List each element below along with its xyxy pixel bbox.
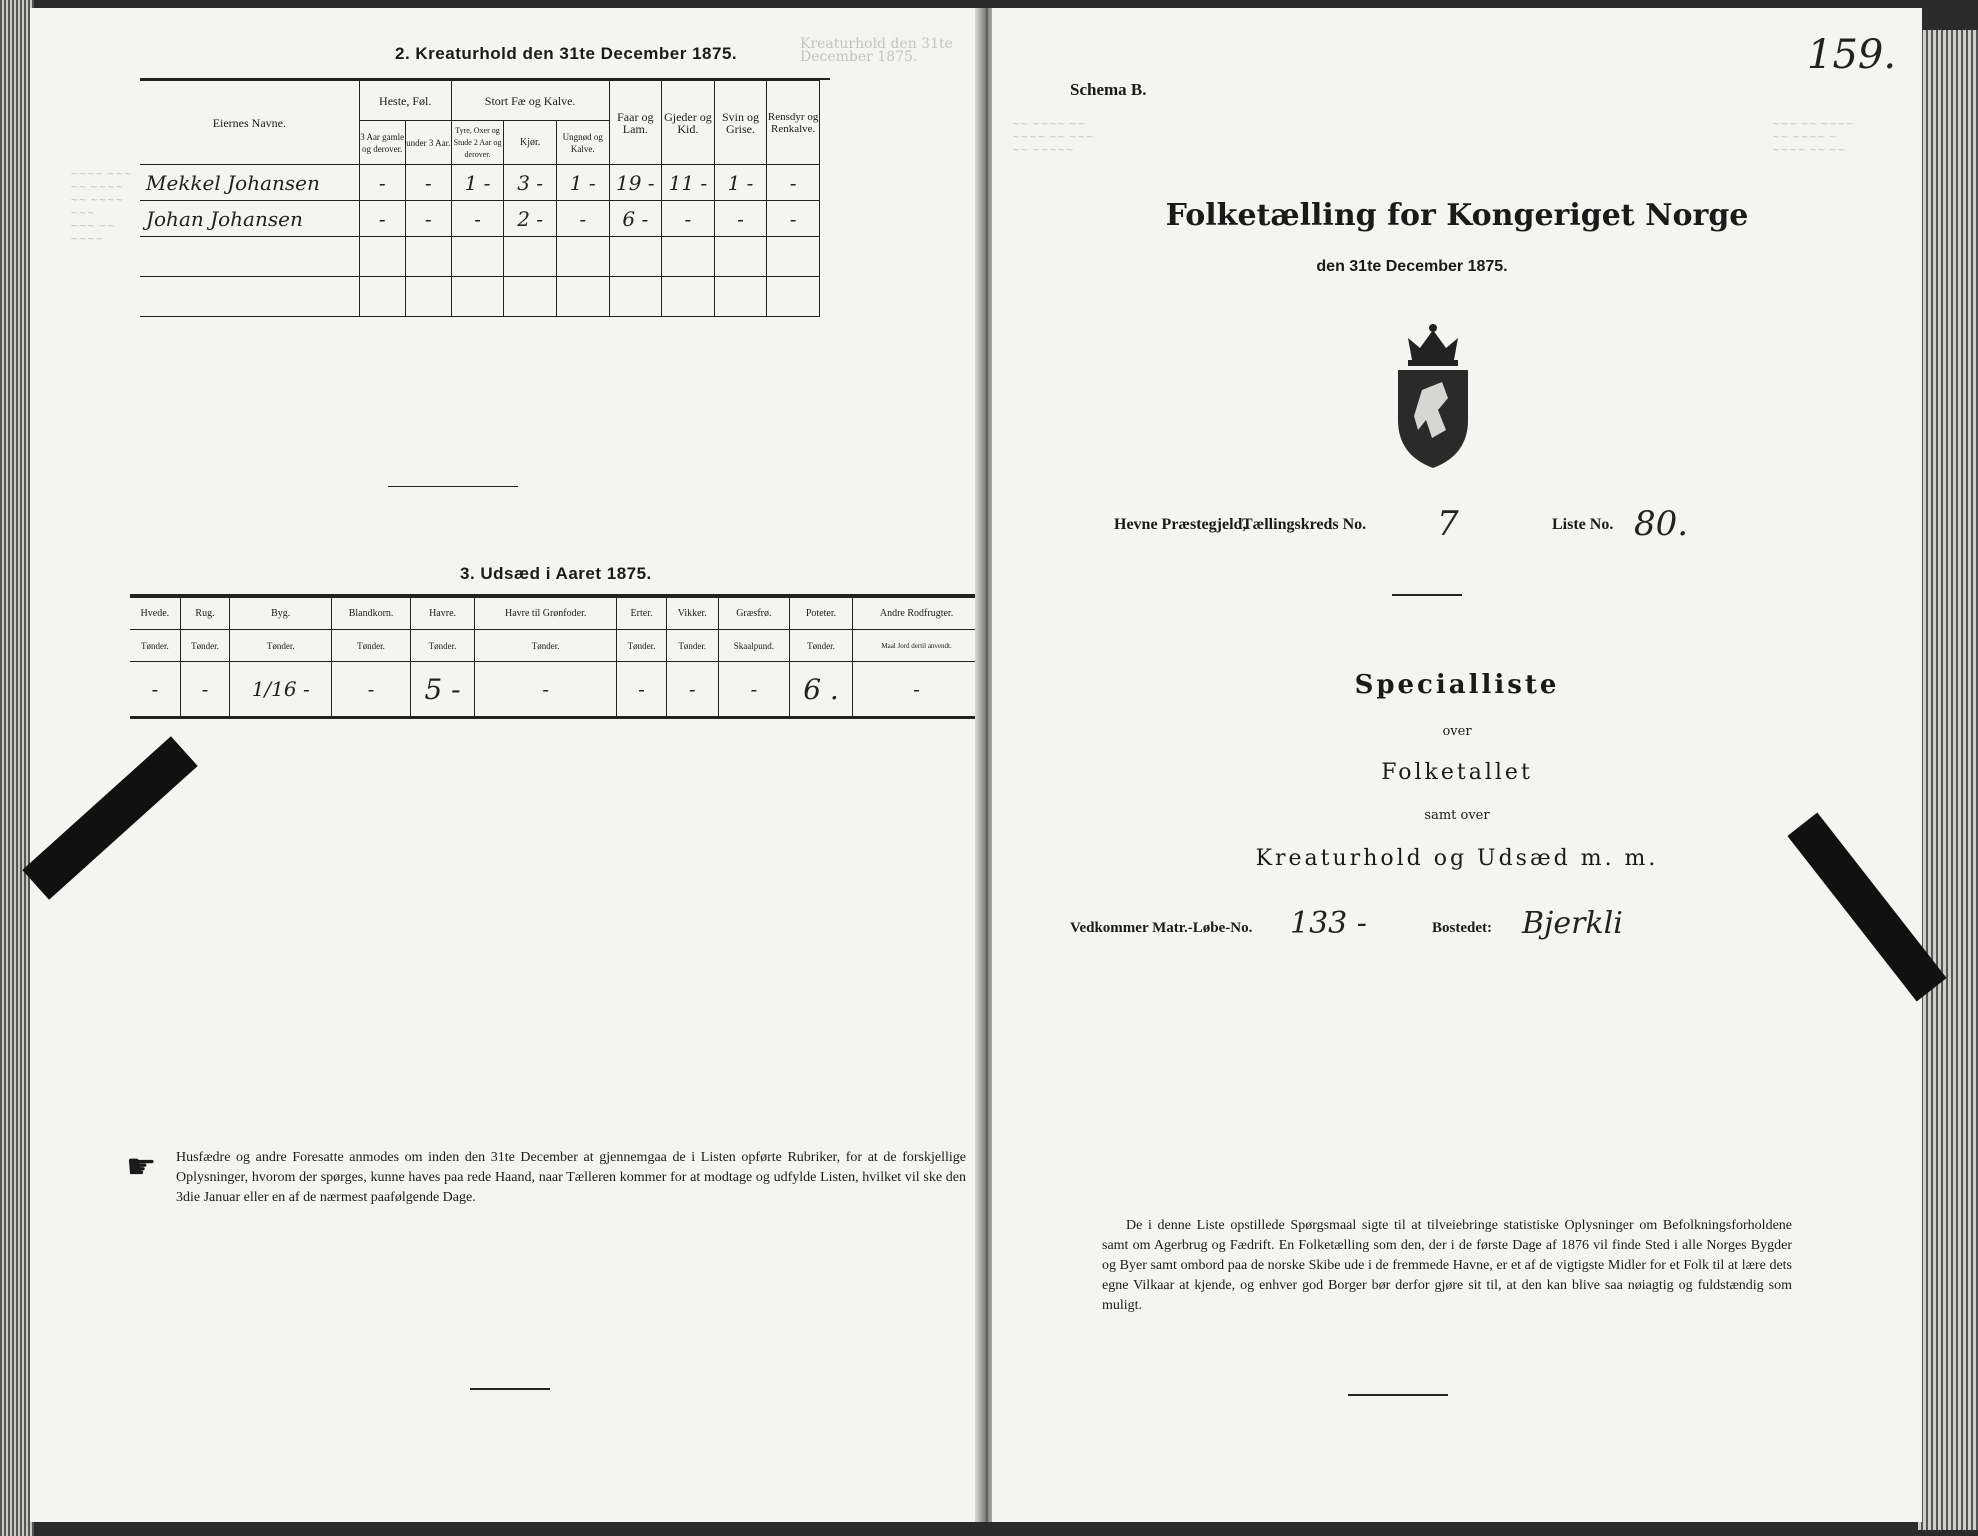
over-label: over <box>1442 724 1472 739</box>
divider <box>1392 594 1462 596</box>
left-page <box>30 8 981 1522</box>
owner-header: Eiernes Navne. <box>140 81 359 165</box>
cell: 19 - <box>609 165 662 201</box>
section-2-title: 2. Kreaturhold den 31te December 1875. <box>395 44 738 63</box>
unit: Tønder. <box>332 630 411 662</box>
cattle-header: Stort Fæ og Kalve. <box>451 81 609 121</box>
cell: - <box>451 201 504 237</box>
bleed-through-title: Kreaturhold den 31te December 1875. <box>800 36 953 65</box>
cell: - <box>332 662 411 718</box>
cell: - <box>475 662 617 718</box>
page-edges-left <box>0 0 34 1536</box>
list-label: Liste No. <box>1552 516 1614 533</box>
bleed-through-text: ~~ ~~~~ ~~ ~~~~ ~~ ~~~ ~~ ~~~~~ <box>1012 119 1094 156</box>
horses-young-header: under 3 Aar. <box>405 121 451 165</box>
document-date: den 31te December 1875. <box>1316 258 1508 275</box>
matr-value: 133 - <box>1290 906 1367 941</box>
owner-name: Johan Johansen <box>140 201 359 237</box>
cell: - <box>130 662 180 718</box>
bleed-through-text: ~~~ ~~ ~~~~ ~~ ~~~~ ~ ~~~~ ~~ ~~ <box>1772 119 1854 156</box>
cell: 1 - <box>556 165 609 201</box>
section-3-title: 3. Udsæd i Aaret 1875. <box>460 564 652 583</box>
horses-adult-header: 3 Aar gamle og derover. <box>359 121 405 165</box>
cell: 6 . <box>789 662 852 718</box>
cell: - <box>617 662 667 718</box>
page-number: 159. <box>1807 32 1897 78</box>
unit: Tønder. <box>130 630 180 662</box>
col-poteter: Poteter. <box>789 598 852 630</box>
livestock-table <box>140 80 820 317</box>
coat-of-arms-icon <box>1392 320 1474 470</box>
horses-header: Heste, Føl. <box>359 81 451 121</box>
list-value: 80. <box>1634 504 1689 544</box>
bookmark-ribbon-left <box>22 736 197 900</box>
cell: - <box>666 662 718 718</box>
bosted-value: Bjerkli <box>1522 906 1623 941</box>
pigs-header: Svin og Grise. <box>714 81 767 165</box>
cell: - <box>767 201 820 237</box>
table-row <box>140 165 820 201</box>
table-row <box>130 662 980 718</box>
cell: 5 - <box>410 662 474 718</box>
table-row <box>140 201 820 237</box>
cell: - <box>718 662 789 718</box>
unit: Skaalpund. <box>718 630 789 662</box>
unit: Maal Jord dertil anvendt. <box>853 630 980 662</box>
cattle-calves-header: Ungnød og Kalve. <box>556 121 609 165</box>
cell: - <box>556 201 609 237</box>
unit: Tønder. <box>230 630 332 662</box>
reindeer-header: Rensdyr og Renkalve. <box>767 81 820 165</box>
footer-mark <box>470 1388 550 1390</box>
cell: 1 - <box>451 165 504 201</box>
cell: - <box>853 662 980 718</box>
cell: 3 - <box>504 165 557 201</box>
kreaturhold-title: Kreaturhold og Udsæd m. m. <box>1255 846 1659 871</box>
cell: - <box>405 201 451 237</box>
footer-text: De i denne Liste opstillede Spørgsmaal sigte til at tilveiebringe statistiske Oplysninger om Befolkningsforholdene samt om Agerbrug og Fædrift. En Folketælling som den, der i de første Dage af 1876 vil finde Sted i alle Norges Bygder og Byer samt ombord paa de norske Skibe ude i de fremmede Havne, er et af de vigtigste Midler for et Folk til at lære dets egne Vilkaar at kjende, og enhver god Borger bør derfor gjøre sit til, at den kan blive saa nøiagtig og fuldstændig som muligt. <box>1102 1218 1792 1313</box>
district-value: 7 <box>1437 504 1459 544</box>
specialliste-title: Specialliste <box>1354 670 1560 700</box>
district-label: Tællingskreds No. <box>1242 516 1367 533</box>
parish-label: Hevne Præstegjeld, <box>1114 516 1247 533</box>
col-hvede: Hvede. <box>130 598 180 630</box>
sowing-table <box>130 594 980 719</box>
document-title: Folketælling for Kongeriget Norge <box>1165 198 1749 233</box>
unit: Tønder. <box>789 630 852 662</box>
goats-header: Gjeder og Kid. <box>662 81 715 165</box>
bleed-through-text: ~~~~ ~~~ ~~ ~~~~ ~~ ~~~~ ~~~ ~~~ ~~ ~~~~ <box>70 169 132 245</box>
bosted-label: Bostedet: <box>1432 920 1492 936</box>
unit: Tønder. <box>410 630 474 662</box>
pointing-hand-icon: ☛ <box>126 1147 157 1187</box>
cell: - <box>359 165 405 201</box>
col-vikker: Vikker. <box>666 598 718 630</box>
divider <box>388 486 518 487</box>
col-blandkorn: Blandkorn. <box>332 598 411 630</box>
page-edges-right <box>1918 30 1978 1530</box>
cell: - <box>180 662 230 718</box>
sheep-header: Faar og Lam. <box>609 81 662 165</box>
schema-label: Schema B. <box>1070 80 1147 99</box>
col-byg: Byg. <box>230 598 332 630</box>
col-graesfro: Græsfrø. <box>718 598 789 630</box>
unit: Tønder. <box>180 630 230 662</box>
col-havre: Havre. <box>410 598 474 630</box>
table-row-empty <box>140 237 820 277</box>
cattle-cows-header: Kjør. <box>504 121 557 165</box>
cell: - <box>662 201 715 237</box>
cell: - <box>359 201 405 237</box>
cattle-bulls-header: Tyre, Oxer og Stude 2 Aar og derover. <box>451 121 504 165</box>
owner-name: Mekkel Johansen <box>140 165 359 201</box>
right-page <box>992 8 1922 1522</box>
cell: - <box>405 165 451 201</box>
footer-rule <box>1348 1394 1448 1396</box>
notice-text: Husfædre og andre Foresatte anmodes om inden den 31te December at gjennemgaa de i Listen opførte Rubriker, for at de forskjellige Oplysninger, hvorom der spørges, kunne haves paa rede Haand, naar Tælleren kommer for at modtage og udfylde Listen, hvilket vil ske den 3die Januar eller en af de nærmest paafølgende Dage. <box>176 1150 966 1205</box>
cell: - <box>714 201 767 237</box>
unit: Tønder. <box>617 630 667 662</box>
col-rodfrugter: Andre Rodfrugter. <box>853 598 980 630</box>
cell: - <box>767 165 820 201</box>
samt-over-label: samt over <box>1424 808 1490 823</box>
cell: 1/16 - <box>230 662 332 718</box>
matr-label: Vedkommer Matr.-Løbe-No. <box>1070 920 1253 936</box>
cell: 1 - <box>714 165 767 201</box>
table-row-empty <box>140 277 820 317</box>
cell: 6 - <box>609 201 662 237</box>
unit: Tønder. <box>666 630 718 662</box>
col-havre-gron: Havre til Grønfoder. <box>475 598 617 630</box>
cell: 11 - <box>662 165 715 201</box>
folketallet-title: Folketallet <box>1381 760 1533 785</box>
col-erter: Erter. <box>617 598 667 630</box>
cell: 2 - <box>504 201 557 237</box>
col-rug: Rug. <box>180 598 230 630</box>
unit: Tønder. <box>475 630 617 662</box>
